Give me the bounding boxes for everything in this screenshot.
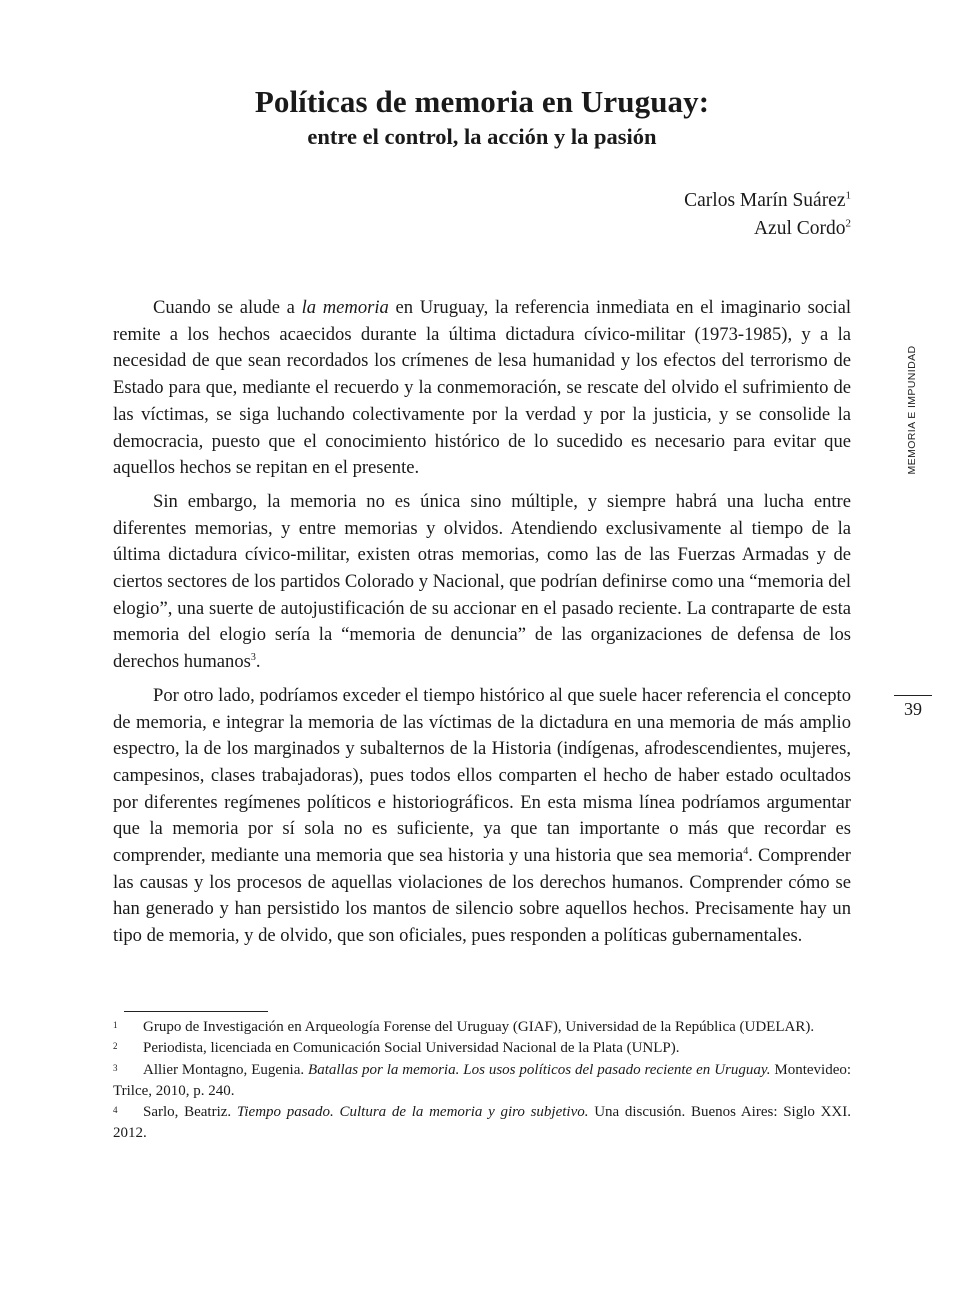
footnote-mark: 4	[113, 1105, 118, 1116]
paragraph-1: Cuando se alude a la memoria en Uruguay, la referencia inmediata en el imaginario social remite a los hechos acaecidos durante la última dictadura cívico-militar (1973-1985), y a la necesidad de que sean recordados los crímenes de lesa humanidad y los efectos del terrorismo de Estado para que, mediante el recuerdo y la conmemoración, se rescate del olvido el sufrimiento de las víctimas, se siga luchando colectivamente por la verdad y por la justicia, y se consolide la democracia, puesto que el conocimiento histórico de lo sucedido es necesario para evitar que aquellos hechos se repitan en el presente.	[113, 297, 851, 479]
author-block	[684, 187, 851, 243]
footnote-ref: 2	[845, 217, 851, 230]
book-title: Tiempo pasado. Cultura de la memoria y giro subjetivo.	[236, 1104, 589, 1121]
footnote-mark: 2	[113, 1041, 118, 1052]
footnote-3: 3 Allier Montagno, Eugenia. Batallas por la memoria. Los usos políticos del pasado reciente en Uruguay. Montevideo: Trilce, 2010, p. 240.	[113, 1061, 852, 1099]
author-name: Azul Cordo	[753, 218, 846, 239]
article-body	[113, 295, 851, 957]
footnote-ref: 1	[845, 189, 851, 202]
footnote-ref: 3	[250, 651, 256, 663]
author-2	[684, 215, 851, 243]
footnote-2: 2 Periodista, licenciada en Comunicación Social Universidad Nacional de la Plata (UNLP).	[113, 1040, 680, 1057]
footnote-1: 1 Grupo de Investigación en Arqueología Forense del Uruguay (GIAF), Universidad de la República (UDELAR).	[113, 1019, 815, 1035]
article-subtitle: entre el control, la acción y la pasión	[307, 124, 657, 149]
book-title: Batallas por la memoria. Los usos políticos del pasado reciente en Uruguay.	[308, 1061, 771, 1078]
author-name: Carlos Marín Suárez	[684, 190, 846, 211]
footnote-ref: 4	[743, 845, 749, 857]
emphasis: la memoria	[301, 297, 389, 318]
footnote-mark: 3	[113, 1062, 118, 1073]
page-number: 39	[904, 699, 922, 719]
footnote-separator	[124, 1011, 268, 1012]
footnote-4: 4 Sarlo, Beatriz. Tiempo pasado. Cultura de la memoria y giro subjetivo. Una discusión. Buenos Aires: Siglo XXI. 2012.	[113, 1104, 851, 1142]
author-1	[684, 187, 851, 215]
footnote-mark: 1	[113, 1020, 118, 1030]
paragraph-3: Por otro lado, podríamos exceder el tiempo histórico al que suele hacer referencia el concepto de memoria, e integrar la memoria de las víctimas de la dictadura en una memoria de más amplio espectro, la de los marginados y subalternos de la Historia (indígenas, afrodescendientes, mujeres, campesinos, clases trabajadoras), pues todos ellos comparten el hecho de haber estado ocultados por diferentes regímenes políticos e historiográficos. En esta misma línea podríamos argumentar que la memoria por sí sola no es suficiente, ya que tan importante o más que recordar es comprender, mediante una memoria que sea historia y una historia que sea memoria$^4$. Comprender las causas y los procesos de aquellas violaciones de los derechos humanos. Comprender cómo se han generado y han persistido los mantos de silencio sobre aquellos hechos. Precisamente hay un tipo de memoria, y de olvido, que son oficiales, pues responden a políticas gubernamentales.	[113, 684, 851, 947]
paragraph-2: Sin embargo, la memoria no es única sino múltiple, y siempre habrá una lucha entre diferentes memorias, y entre memorias y olvidos. Atendiendo exclusivamente al tiempo de la última dictadura cívico-militar, existen otras memorias, como las de las Fuerzas Armadas y de ciertos sectores de los partidos Colorado y Nacional, que podrían definirse como una “memoria del elogio”, una suerte de autojustificación de su accionar en el pasado reciente. La contraparte de esta memoria del elogio sería la “memoria de denuncia” de las organizaciones de defensa de los derechos humanos$^3$.	[113, 490, 851, 673]
running-section-label: MEMORIA E IMPUNIDAD	[906, 345, 918, 475]
footnotes	[113, 1017, 851, 1145]
page-number-rule	[894, 695, 932, 696]
article-title: Políticas de memoria en Uruguay:	[254, 84, 710, 119]
